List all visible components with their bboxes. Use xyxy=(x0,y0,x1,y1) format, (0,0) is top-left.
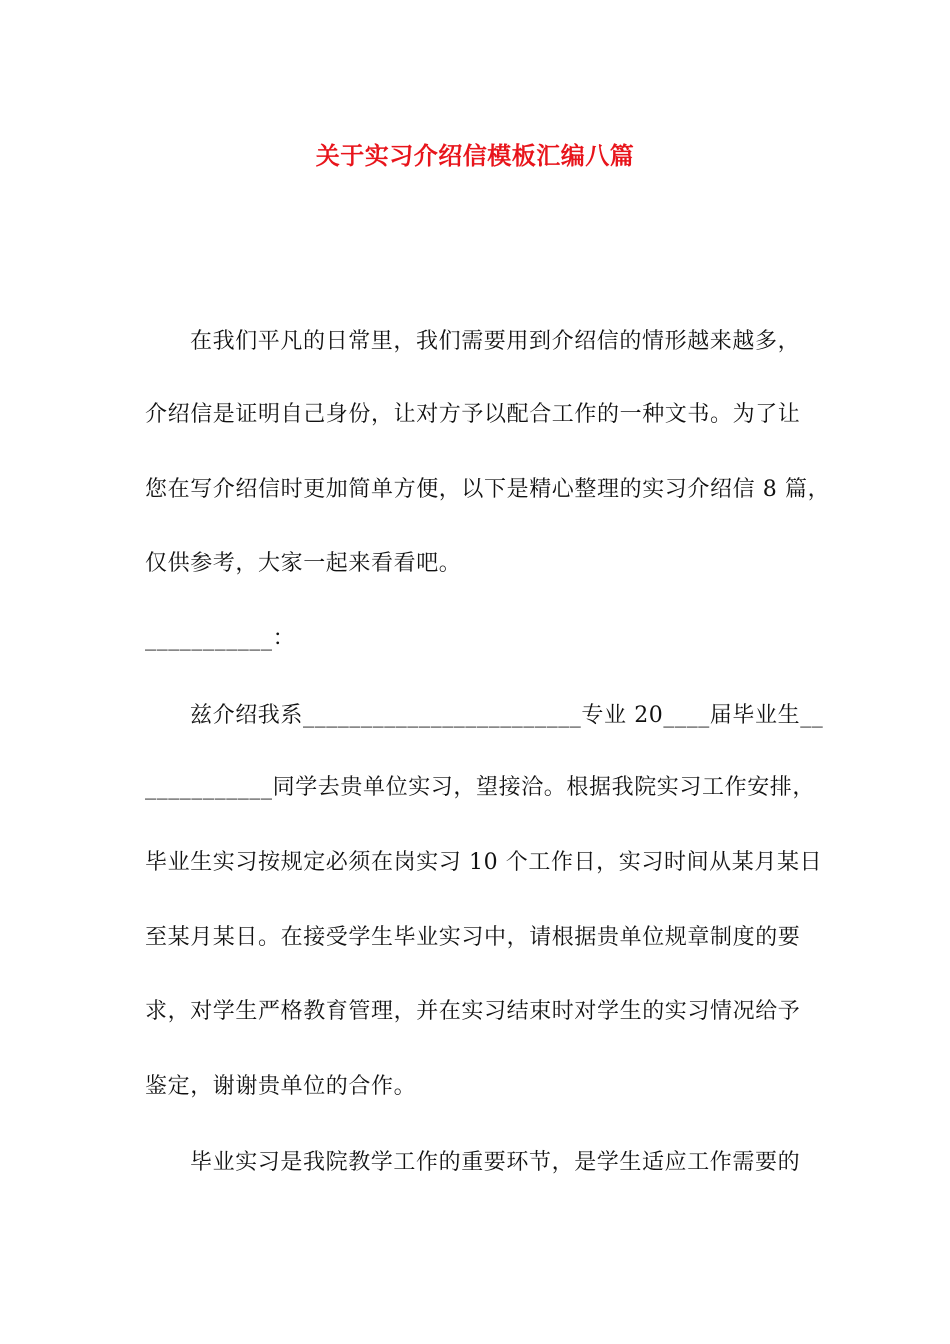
paragraph-line: ___________同学去贵单位实习，望接洽。根据我院实习工作安排， xyxy=(145,775,816,800)
document-title: 关于实习介绍信模板汇编八篇 xyxy=(315,141,635,170)
salutation-line: ___________： xyxy=(145,626,296,651)
paragraph-line: 您在写介绍信时更加简单方便，以下是精心整理的实习介绍信 8 篇， xyxy=(145,477,831,502)
paragraph-line: 求，对学生严格教育管理，并在实习结束时对学生的实习情况给予 xyxy=(145,999,801,1024)
paragraph-line: 仅供参考，大家一起来看看吧。 xyxy=(145,551,462,576)
paragraph-line: 在我们平凡的日常里，我们需要用到介绍信的情形越来越多， xyxy=(190,329,801,354)
paragraph-line: 至某月某日。在接受学生毕业实习中，请根据贵单位规章制度的要 xyxy=(145,925,801,950)
paragraph-line: 兹介绍我系________________________专业 20____届毕业生__ xyxy=(190,703,824,728)
paragraph-line: 鉴定，谢谢贵单位的合作。 xyxy=(145,1074,417,1099)
paragraph-line: 毕业实习是我院教学工作的重要环节，是学生适应工作需要的 xyxy=(190,1150,801,1175)
paragraph-line: 介绍信是证明自己身份，让对方予以配合工作的一种文书。为了让 xyxy=(145,402,801,427)
paragraph-line: 毕业生实习按规定必须在岗实习 10 个工作日，实习时间从某月某日 xyxy=(145,850,823,875)
